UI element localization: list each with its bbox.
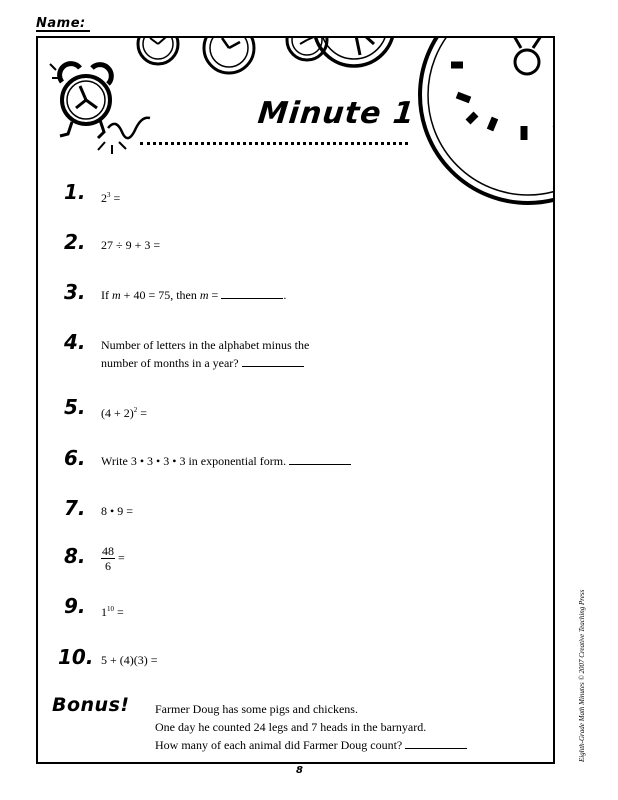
page-number: 8	[296, 765, 303, 776]
title-dotted-line	[140, 142, 408, 145]
name-label: Name:	[36, 16, 86, 31]
answer-blank	[242, 355, 304, 367]
problem-number: 5.	[64, 395, 86, 419]
fraction: $\frac{48}{6}$	[102, 544, 114, 573]
problem-number: 4.	[64, 330, 86, 354]
problem-text: Number of letters in the alphabet minus the number of months in a year?	[101, 338, 310, 370]
answer-blank	[405, 737, 467, 749]
problem-text: Write 3 • 3 • 3 • 3 in exponential form.	[101, 452, 541, 470]
page-title: Minute 1	[256, 96, 417, 131]
answer-blank	[289, 453, 351, 465]
problem-number: 10.	[58, 645, 94, 669]
problem-number: 2.	[64, 230, 86, 254]
problem-number: 3.	[64, 280, 86, 304]
problem-number: 9.	[64, 594, 86, 618]
problem-text: 8 • 9 =	[101, 504, 133, 518]
problem-number: 1.	[64, 180, 86, 204]
problem-text: 27 ÷ 9 + 3 =	[101, 238, 161, 252]
problem-number: 8.	[64, 544, 86, 568]
problem-text: $1^{10}$ =	[101, 605, 124, 619]
problem-number: 6.	[64, 446, 86, 470]
problem-number: 7.	[64, 496, 86, 520]
problem-text: 5 + (4)(3) =	[101, 653, 158, 667]
bonus-text: Farmer Doug has some pigs and chickens. One day he counted 24 legs and 7 heads in the barnyard. How many of each animal did Farmer Doug count?	[155, 700, 545, 754]
bonus-label: Bonus!	[52, 694, 130, 716]
problem-text: $(4 + 2)^2$ =	[101, 406, 148, 420]
problem-text: $2^3$ =	[101, 191, 121, 205]
problem-text: $\frac{48}{6}$ =	[102, 544, 125, 573]
answer-blank	[221, 287, 283, 299]
problem-text: If m + 40 = 75, then m = .	[101, 288, 287, 302]
copyright-notice: Eighth-Grade Math Minutes © 2007 Creative Teaching Press	[578, 589, 586, 762]
